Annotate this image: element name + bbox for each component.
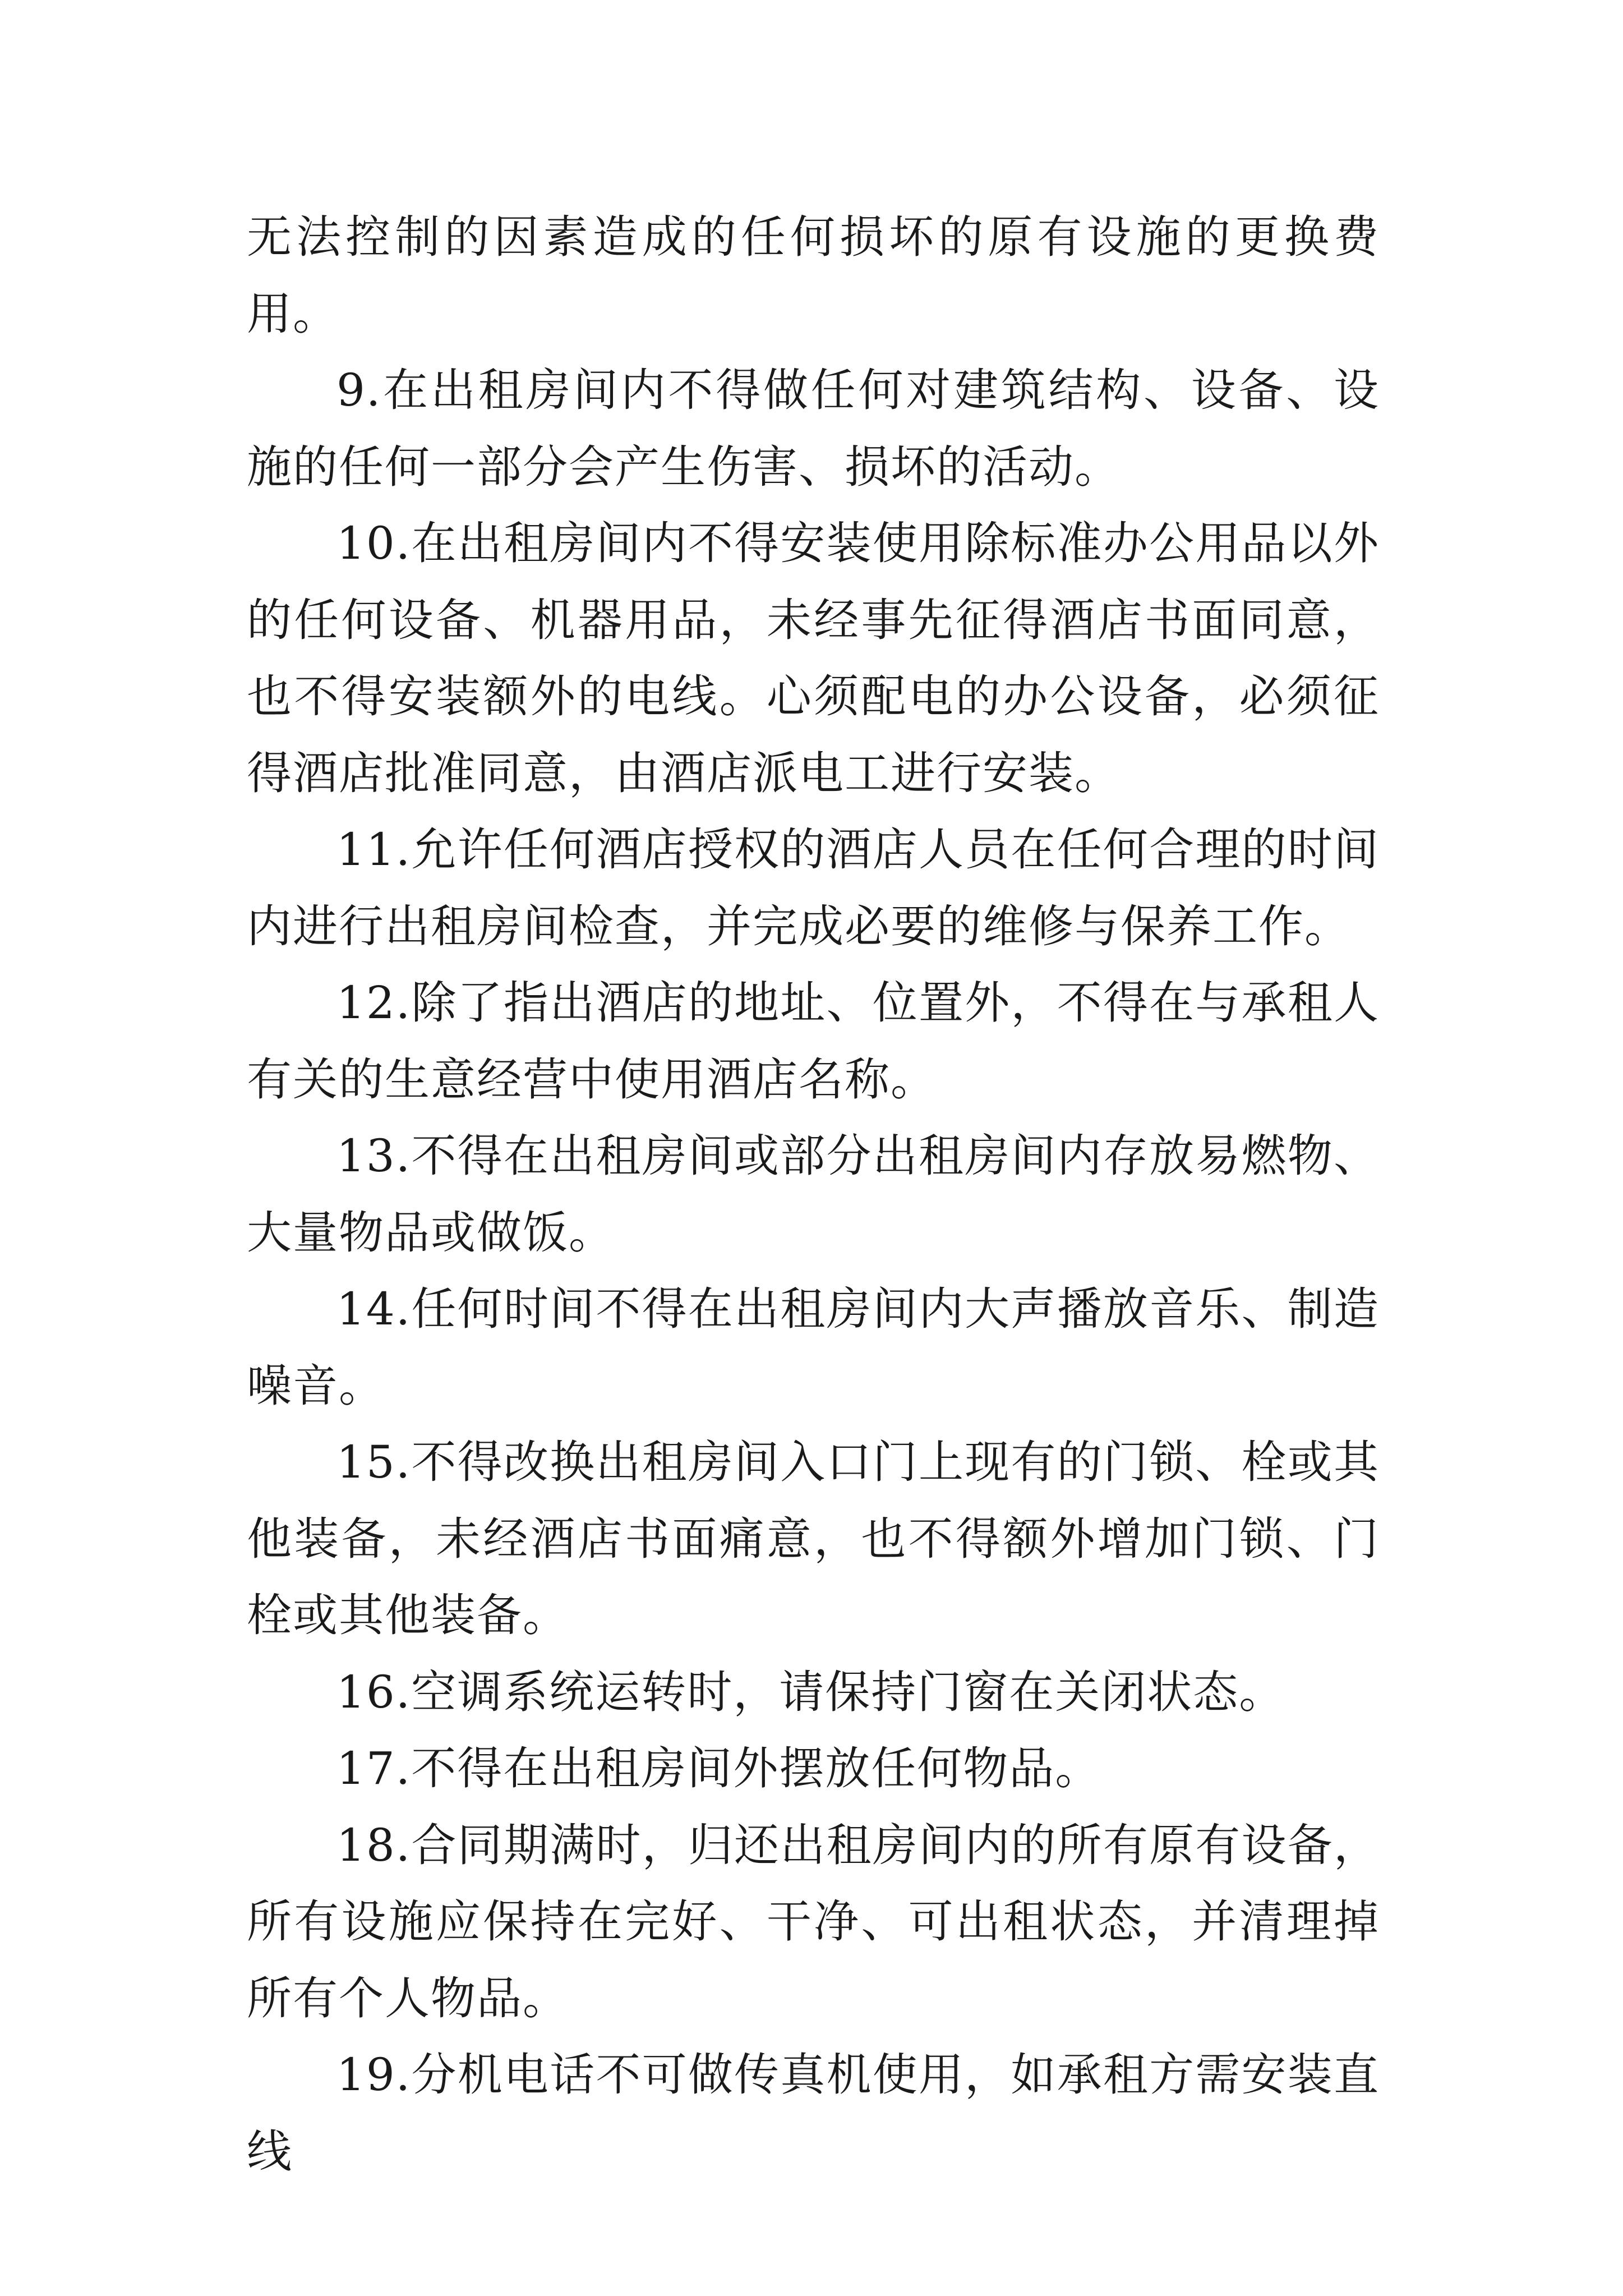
paragraph-continuation: 无法控制的因素造成的任何损坏的原有设施的更换费用。 xyxy=(247,211,1380,340)
paragraph-item-19: 19.分机电话不可做传真机使用，如承租方需安装直线 xyxy=(247,2049,1380,2178)
paragraph-item-17: 17.不得在出租房间外摆放任何物品。 xyxy=(336,1742,1101,1795)
paragraph-item-11: 11.允许任何酒店授权的酒店人员在任何合理的时间内进行出租房间检查，并完成必要的维修与保养工作。 xyxy=(247,823,1380,953)
paragraph-item-16: 16.空调系统运转时，请保持门窗在关闭状态。 xyxy=(336,1665,1285,1718)
paragraph-item-12: 12.除了指出酒店的地址、位置外，不得在与承租人有关的生意经营中使用酒店名称。 xyxy=(247,977,1380,1106)
document-body xyxy=(247,199,1380,2190)
paragraph-item-18: 18.合同期满时，归还出租房间内的所有原有设备，所有设施应保持在完好、干净、可出租状态，并清理掉所有个人物品。 xyxy=(247,1819,1380,2024)
paragraph-item-9: 9.在出租房间内不得做任何对建筑结构、设备、设施的任何一部分会产生伤害、损坏的活动。 xyxy=(247,364,1380,493)
paragraph-item-13: 13.不得在出租房间或部分出租房间内存放易燃物、大量物品或做饭。 xyxy=(247,1130,1380,1259)
paragraph-item-15: 15.不得改换出租房间入口门上现有的门锁、栓或其他装备，未经酒店书面痛意，也不得额外增加门锁、门栓或其他装备。 xyxy=(247,1436,1380,1641)
paragraph-item-14: 14.任何时间不得在出租房间内大声播放音乐、制造噪音。 xyxy=(247,1283,1380,1412)
paragraph-item-10: 10.在出租房间内不得安装使用除标准办公用品以外的任何设备、机器用品，未经事先征得酒店书面同意，也不得安装额外的电线。心须配电的办公设备，必须征得酒店批准同意，由酒店派电工进行安装。 xyxy=(247,517,1380,799)
